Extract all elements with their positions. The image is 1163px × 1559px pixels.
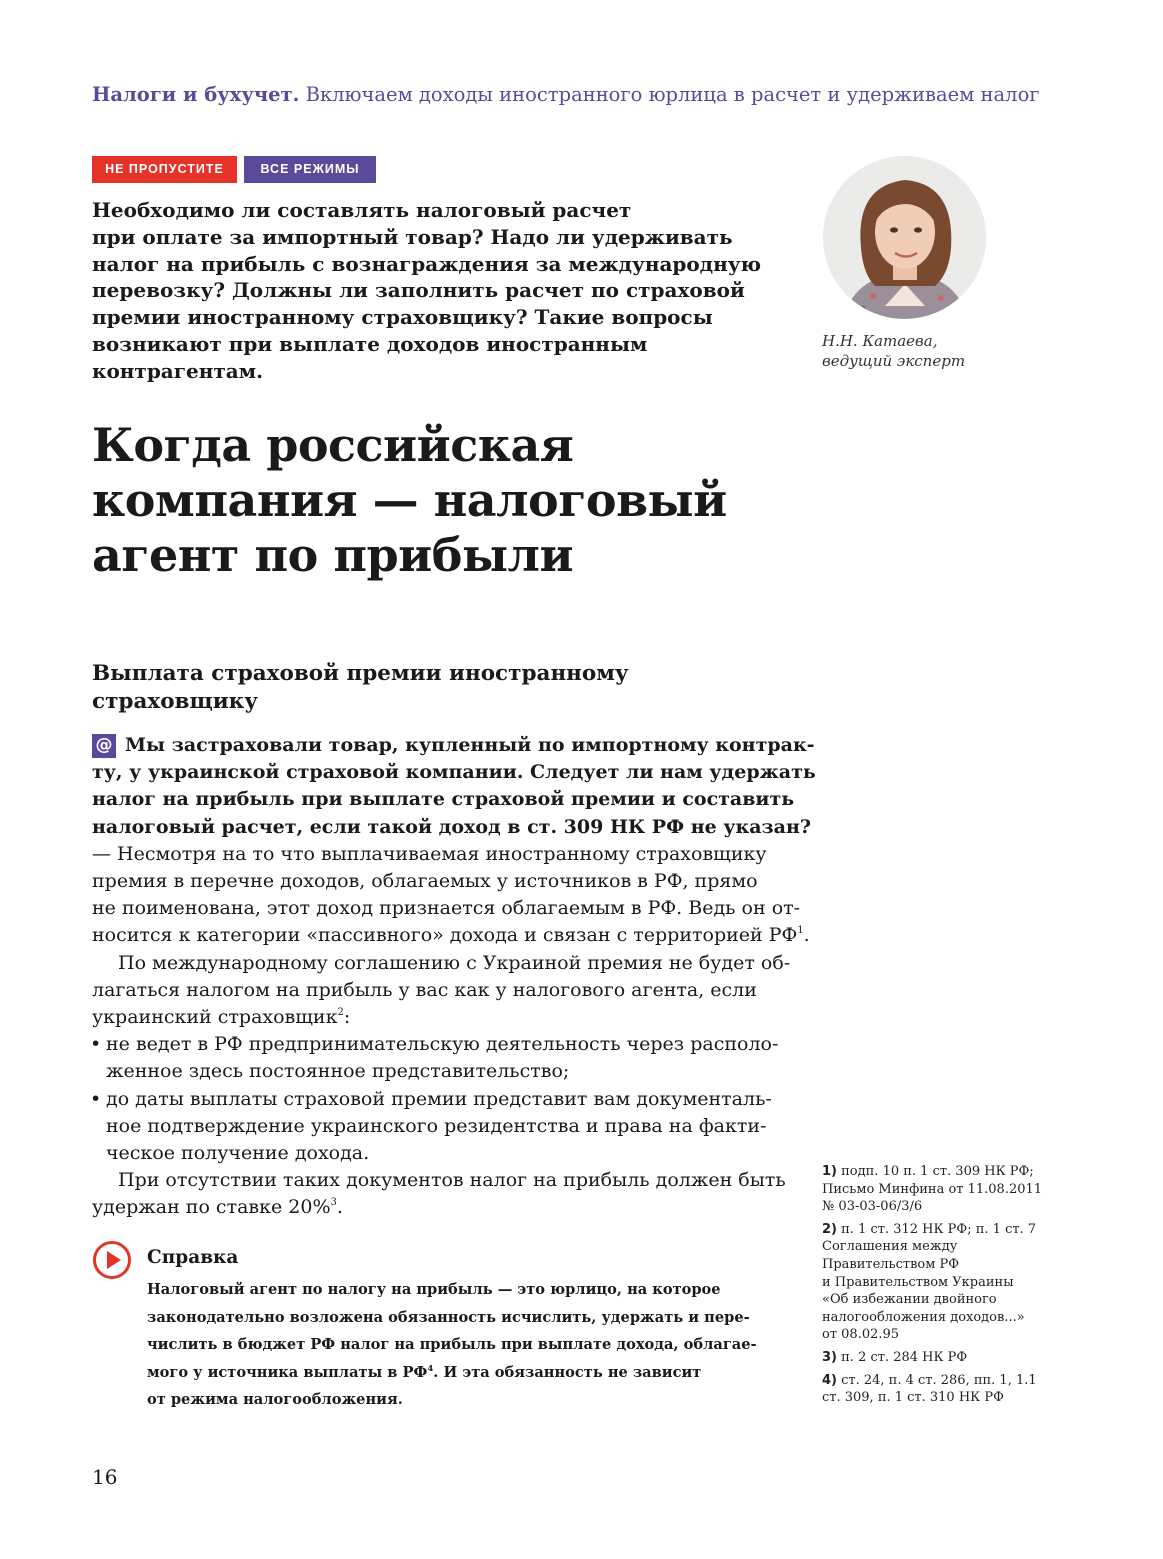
footnote-ref-3[interactable]: 3 [330, 1197, 337, 1209]
subheading-line: страховщику [92, 689, 258, 714]
lead-line: возникают при выплате доходов иностранным [92, 331, 648, 356]
section-subheading [92, 660, 629, 716]
play-icon [92, 1240, 132, 1280]
lead-line: премии иностранному страховщику? Такие вопросы [92, 305, 713, 330]
answer-line: лагаться налогом на прибыль у вас как у налогового агента, если [92, 978, 757, 1001]
answer-line: — Несмотря на то что выплачиваемая иностранному страховщику [92, 842, 767, 865]
question-line: @ Мы застраховали товар, купленный по импортному контрак- [92, 732, 772, 759]
title-line: Когда российская [92, 418, 574, 472]
article-title [92, 418, 727, 583]
author-photo [823, 156, 986, 319]
author-portrait-icon [823, 156, 986, 319]
footnote-3: 3) п. 2 ст. 284 НК РФ [822, 1349, 968, 1365]
question-line: ту, у украинской страховой компании. Следует ли нам удержать [92, 761, 816, 784]
answer-line: По международному соглашению с Украиной премия не будет об- [118, 951, 791, 974]
footnote-ref-2[interactable]: 2 [337, 1007, 344, 1019]
bullet-item: • до даты выплаты страховой премии представит вам документаль- [92, 1086, 772, 1113]
page-number: 16 [92, 1465, 118, 1489]
bullet-item: • не ведет в РФ предпринимательскую деятельность через располо- [92, 1031, 772, 1058]
lead-line: контрагентам. [92, 358, 264, 383]
tag-all-regimes: ВСЕ РЕЖИМЫ [244, 156, 376, 183]
answer-line: украинский страховщик$^2$: [92, 1006, 351, 1029]
footnote-ref-1[interactable]: 1 [797, 925, 804, 937]
footnote-1: 1) подп. 10 п. 1 ст. 309 НК РФ; Письмо Минфина от 11.08.2011 № 03-03-06/3/6 [822, 1164, 1043, 1215]
section-topic: Включаем доходы иностранного юрлица в расчет и удерживаем налог [305, 83, 1040, 106]
subheading-line: Выплата страховой премии иностранному [92, 661, 629, 686]
reference-title: Справка [147, 1247, 239, 1268]
tag-dont-miss: НЕ ПРОПУСТИТЕ [92, 156, 237, 183]
running-header [92, 83, 1040, 106]
bullet-line: ное подтверждение украинского резидентства и права на факти- [106, 1114, 767, 1137]
lead-paragraph [92, 197, 792, 385]
lead-line: перевозку? Должны ли заполнить расчет по страховой [92, 278, 745, 303]
reference-line: законодательно возложена обязанность исчислить, удержать и пере- [147, 1308, 750, 1326]
footnote-2: 2) п. 1 ст. 312 НК РФ; п. 1 ст. 7 Соглашения между Правительством РФ и Правительством Украины «Об избежании двойного налогообложения доходов...» от 08.02.95 [822, 1221, 1037, 1343]
section-name: Налоги и бухучет. [92, 83, 300, 106]
bullet-line: ческое получение дохода. [106, 1142, 370, 1165]
answer-line: При отсутствии таких документов налог на прибыль должен быть [118, 1169, 786, 1192]
answer-line: удержан по ставке 20%$^3$. [92, 1196, 343, 1219]
question-line: налог на прибыль при выплате страховой премии и составить [92, 788, 795, 811]
lead-line: при оплате за импортный товар? Надо ли удерживать [92, 224, 733, 249]
footnotes [822, 1163, 1042, 1412]
reference-line: от режима налогообложения. [147, 1391, 403, 1409]
footnote-4: 4) ст. 24, п. 4 ст. 286, пп. 1, 1.1 ст. 309, п. 1 ст. 310 НК РФ [822, 1372, 1037, 1406]
lead-line: Необходимо ли составлять налоговый расчет [92, 198, 632, 222]
author-name: Н.Н. Катаева, [822, 332, 938, 350]
reference-line: числить в бюджет РФ налог на прибыль при выплате дохода, облагае- [147, 1336, 757, 1354]
article-body [90, 732, 816, 1222]
bullet-line: женное здесь постоянное представительство; [106, 1060, 570, 1083]
question-at-icon: @ [92, 734, 116, 758]
bullet-icon: • [90, 1033, 102, 1056]
author-caption [822, 331, 965, 371]
title-line: компания — налоговый [92, 473, 727, 527]
footnote-ref-4[interactable]: 4 [427, 1363, 434, 1374]
answer-line: не поименована, этот доход признается облагаемым в РФ. Ведь он от- [92, 897, 801, 920]
answer-line: премия в перечне доходов, облагаемых у источников в РФ, прямо [92, 870, 758, 893]
question-line: налоговый расчет, если такой доход в ст. 309 НК РФ не указан? [92, 815, 812, 838]
reference-line: мого у источника выплаты в $РФ^4$. И эта обязанность не зависит [147, 1363, 702, 1381]
reference-text [147, 1276, 757, 1414]
reference-line: Налоговый агент по налогу на прибыль — это юрлицо, на которое [147, 1281, 721, 1298]
lead-line: налог на прибыль с вознаграждения за международную [92, 251, 762, 276]
author-role: ведущий эксперт [822, 352, 966, 370]
answer-line: носится к категории «пассивного» дохода и связан с территорией $РФ^1$. [92, 924, 810, 947]
bullet-icon: • [90, 1087, 102, 1110]
title-line: агент по прибыли [92, 528, 574, 582]
